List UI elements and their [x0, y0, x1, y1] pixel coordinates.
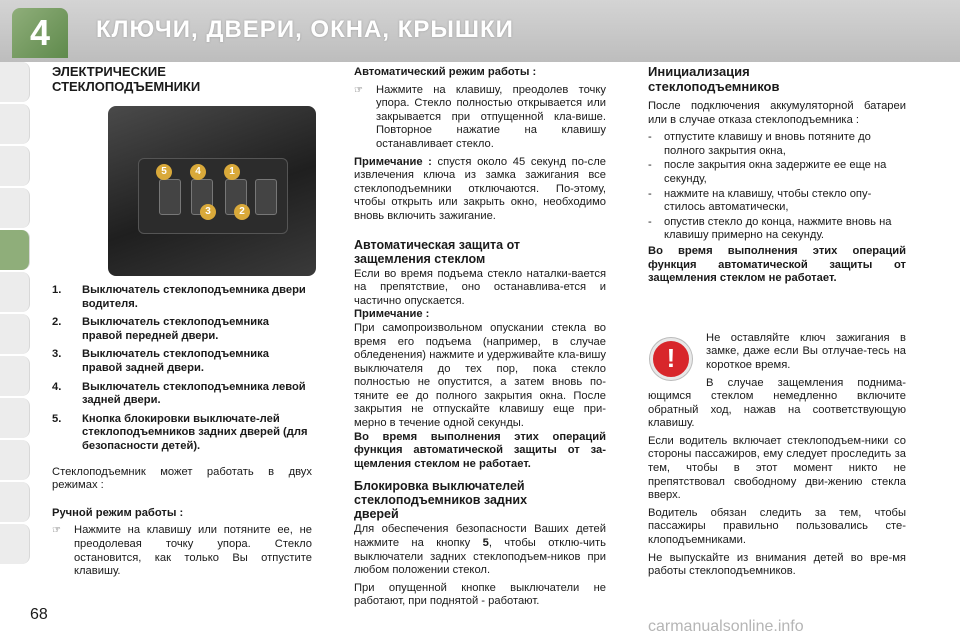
- marker-4: 4: [190, 164, 206, 180]
- page-number: 68: [30, 606, 48, 623]
- initialization-intro: После подключения аккумуляторной батареи или в случае отказа стеклоподъемника :: [648, 100, 906, 126]
- side-tab: [0, 146, 30, 186]
- warning-text-driver: Если водитель включает стеклоподъем-ники со стороны пассажиров, ему следует проследить за тем, чтобы в этот момент никто не препятствовал свободному дви-жению стекла вверх.: [648, 434, 906, 502]
- page-header: [0, 0, 960, 62]
- marker-2: 2: [234, 204, 250, 220]
- side-tab: [0, 398, 30, 438]
- warning-text-key: Не оставляйте ключ зажигания в замке, даже если Вы отлучае-тесь на короткое время.: [706, 331, 906, 371]
- section-heading-electric-windows: ЭЛЕКТРИЧЕСКИЕ СТЕКЛОПОДЪЕМНИКИ: [52, 64, 201, 94]
- watermark: carmanualsonline.info: [648, 618, 804, 635]
- anti-pinch-warning: Во время выполнения этих операций функция автоматической защиты от за-щемления стеклом не работает.: [354, 430, 606, 470]
- list-item: 5. Кнопка блокировки выключате-лей стеклоподъемников задних дверей (для безопасности детей).: [52, 412, 308, 452]
- marker-1: 1: [224, 164, 240, 180]
- list-item: - нажмите на клавишу, чтобы стекло опу-стилось автоматически,: [648, 187, 872, 214]
- side-tab-active: [0, 230, 30, 270]
- auto-mode-bullet: ☞ Нажмите на клавишу, преодолев точку упора. Стекло полностью открывается или закрывается при отпущенной кла-више. Повторное нажатие на клавишу останавливает стекло.: [354, 84, 606, 156]
- arrow-bullet-icon: ☞: [354, 84, 363, 96]
- manual-mode-heading: Ручной режим работы :: [52, 506, 184, 519]
- list-item: 4. Выключатель стеклоподъемника левой задней двери.: [52, 380, 306, 407]
- list-item: 2. Выключатель стеклоподъемника правой передней двери.: [52, 316, 269, 342]
- chapter-title: КЛЮЧИ, ДВЕРИ, ОКНА, КРЫШКИ: [96, 16, 514, 43]
- side-tab: [0, 188, 30, 228]
- manual-mode-bullet: ☞ Нажмите на клавишу или потяните ее, не преодолевая точку упора. Стекло остановится, как только Вы отпустите клавишу.: [52, 524, 312, 582]
- marker-5: 5: [156, 164, 172, 180]
- initialization-heading: Инициализация стеклоподъемников: [648, 64, 780, 94]
- list-item: 3. Выключатель стеклоподъемника правой задней двери.: [52, 348, 269, 374]
- initialization-steps: [648, 131, 906, 243]
- auto-mode-heading: Автоматический режим работы :: [354, 66, 537, 78]
- side-tab: [0, 104, 30, 144]
- list-item: - отпустите клавишу и вновь потяните до полного закрытия окна,: [648, 131, 871, 157]
- switch-legend-list: [52, 284, 312, 454]
- warning-text-pinch: В случае защемления поднима-ющимся стеклом немедленно включите обратный ход, нажав на соответствующую клавишу.: [648, 376, 906, 430]
- child-lock-heading: Блокировка выключателей стеклоподъемников задних дверей: [354, 479, 528, 522]
- anti-pinch-heading: Автоматическая защита от защемления стеклом: [354, 237, 521, 266]
- note-ignition: Примечание : спустя около 45 секунд по-сле извлечения ключа из замка зажигания все стеклоподъемники отключаются. По-этому, чтобы открыть или закрыть окно, необходимо вновь включить зажигание.: [354, 155, 606, 222]
- warning-text-passengers: Водитель обязан следить за тем, чтобы пассажиры правильно пользовались сте-клоподъемниками.: [648, 506, 906, 547]
- window-switch-panel-photo: [108, 106, 316, 276]
- anti-pinch-text: Если во время подъема стекло наталки-вается на препятствие, оно останавлива-ется и частично опускается.: [354, 267, 606, 307]
- side-chapter-tabs: [0, 62, 30, 572]
- arrow-bullet-icon: ☞: [52, 525, 61, 537]
- initialization-warning: Во время выполнения этих операций функция автоматической защиты от защемления стеклом не работает.: [648, 244, 906, 285]
- note-label: Примечание :: [354, 308, 430, 321]
- list-item: - после закрытия окна задержите ее еще на секунду,: [648, 159, 887, 185]
- switch-2: [255, 179, 277, 215]
- side-tab: [0, 440, 30, 480]
- side-tab: [0, 272, 30, 312]
- modes-intro: Стеклоподъемник может работать в двух режимах :: [52, 465, 312, 492]
- marker-3: 3: [200, 204, 216, 220]
- side-tab: [0, 314, 30, 354]
- side-tab: [0, 482, 30, 522]
- safety-warning-block: [648, 332, 906, 579]
- column-right: [648, 62, 906, 583]
- note-icing-text: При самопроизвольном опускании стекла во время его подъема (например, в случае обледенения) нажмите и удерживайте кла-вишу выключателя до тех пор, пока стекло полностью не опустится, а затем вновь по-тяните ее до полного закрытия окна. После закрытия не отпускайте клавишу еще при-мерно в течение одной секунды.: [354, 321, 606, 430]
- column-middle: [354, 62, 606, 613]
- switch-5: [159, 179, 181, 215]
- side-tab: [0, 524, 30, 564]
- warning-text-children: Не выпускайте из внимания детей во вре-мя работы стеклоподъемников.: [648, 551, 906, 578]
- child-lock-text: Для обеспечения безопасности Ваших детей нажмите на кнопку 5, чтобы отклю-чить выключатели задних стеклоподъем-ников при любом положении стекол.: [354, 523, 606, 577]
- column-left: [52, 62, 312, 583]
- list-item: - опустив стекло до конца, нажмите вновь на клавишу примерно на секунду.: [648, 215, 892, 242]
- list-item: 1. Выключатель стеклоподъемника двери водителя.: [52, 284, 306, 310]
- chapter-number-tab: 4: [12, 8, 68, 58]
- side-tab: [0, 62, 30, 102]
- child-lock-text-2: При опущенной кнопке выключатели не работают, при поднятой - работают.: [354, 581, 606, 608]
- warning-exclamation-icon: !: [650, 338, 692, 380]
- side-tab: [0, 356, 30, 396]
